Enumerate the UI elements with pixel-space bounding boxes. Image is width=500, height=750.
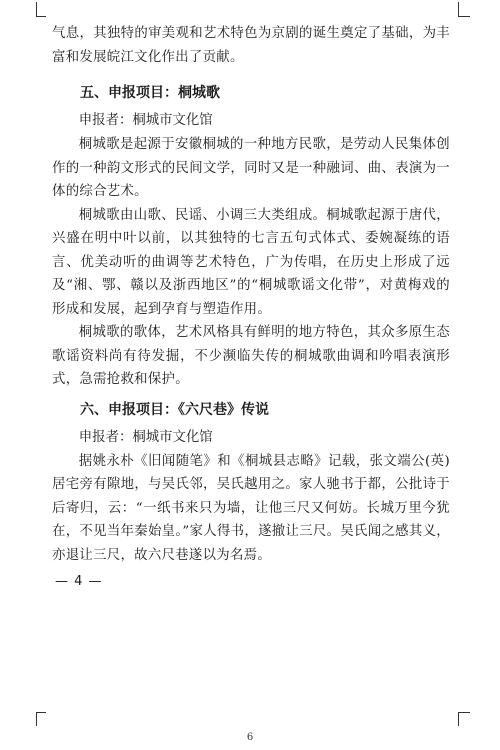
paragraph: 桐城歌的歌体，艺术风格具有鲜明的地方特色，其众多原生态歌谣资料尚有待发掘，不少濒临失传的桐城歌曲调和吟唱表演形式，急需抢救和保护。 [52,325,450,387]
crop-mark-tl-v [36,2,37,16]
crop-mark-bl-h [36,712,46,713]
scan-page-index: 6 [246,732,254,743]
paragraph: 桐城歌是起源于安徽桐城的一种地方民歌，是劳动人民集体创作的一种韵文形式的民间文学，同时又是一种融词、曲、表演为一体的综合艺术。 [52,137,450,199]
document-page [52,22,450,567]
crop-mark-br-v [458,712,459,726]
section-heading-tongcheng-song: 五、申报项目：桐城歌 [80,85,220,101]
crop-mark-br-h [458,712,470,713]
page-number: — 4 — [55,574,103,589]
crop-mark-bl-v [36,712,37,726]
paragraph-continuation: 气息，其独特的审美观和艺术特色为京剧的诞生奠定了基础，为丰富和发展皖江文化作出了贡献。 [52,26,450,65]
crop-mark-tr-v [458,2,459,16]
reporter-line: 申报者：桐城市文化馆 [78,429,213,445]
crop-mark-tl-h [36,16,46,17]
reporter-line: 申报者：桐城市文化馆 [78,113,213,128]
section-heading-six-chi-lane: 六、申报项目：《六尺巷》传说 [80,401,269,418]
crop-mark-tr-h [458,16,470,17]
paragraph: 桐城歌由山歌、民谣、小调三大类组成。桐城歌起源于唐代，兴盛在明中叶以前，以其独特的七言五句式体式、委婉凝练的语言、优美动听的曲调等艺术特色，广为传唱，在历史上形成了远及“湘、鄂、赣以及浙西地区”的“桐城歌谣文化带”，对黄梅戏的形成和发展，起到孕育与塑造作用。 [52,207,450,317]
paragraph: 据姚永朴《旧闻随笔》和《桐城县志略》记载，张文端公(英)居宅旁有隙地，与吴氏邻，吴氏越用之。家人驰书于都，公批诗于后寄归，云：“一纸书来只为墙，让他三尺又何妨。长城万里今犹在，不见当年秦始皇。”家人得书，遂撤让三尺。吴氏闻之感其义，亦退让三尺，故六尺巷遂以为名焉。 [52,453,450,563]
